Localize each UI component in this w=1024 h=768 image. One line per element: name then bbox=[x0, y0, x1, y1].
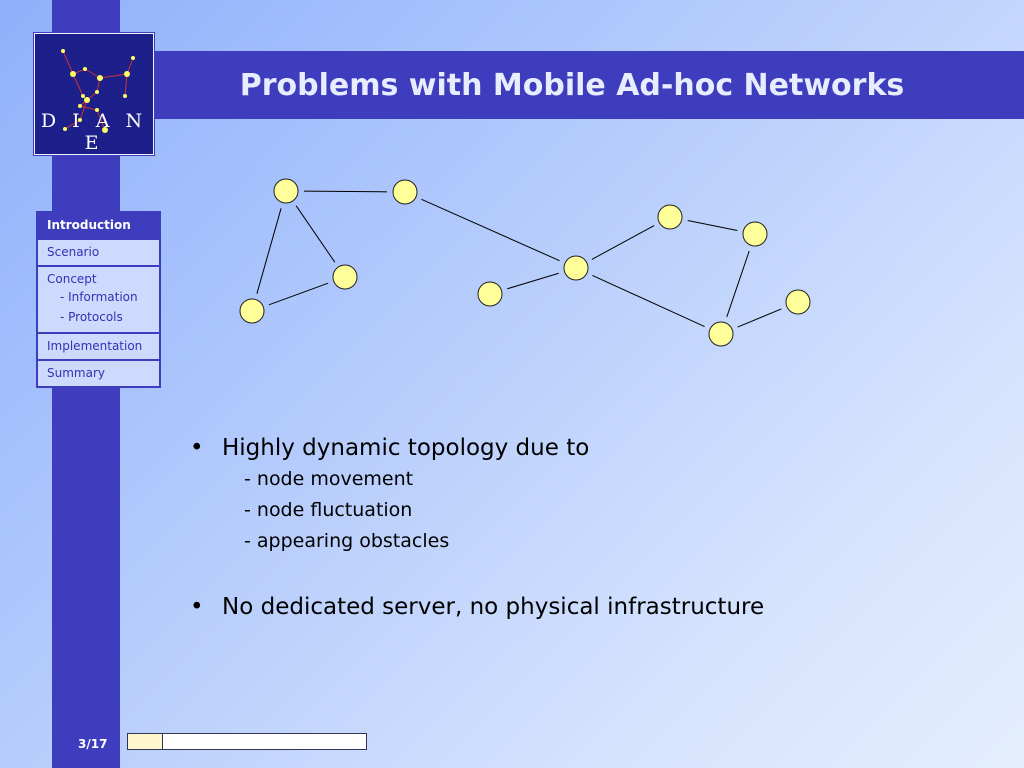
network-link bbox=[688, 221, 738, 231]
network-link bbox=[507, 273, 559, 289]
network-node bbox=[240, 299, 264, 323]
bullet-text: Highly dynamic topology due to bbox=[222, 435, 590, 461]
network-link bbox=[592, 226, 654, 260]
network-link bbox=[296, 206, 335, 262]
nav-subitem-information[interactable]: - Information bbox=[60, 290, 138, 304]
bullet-text: No dedicated server, no physical infrastructure bbox=[222, 594, 765, 620]
network-node bbox=[393, 180, 417, 204]
network-link bbox=[304, 191, 387, 192]
nav-item-label: Implementation bbox=[47, 339, 143, 353]
sub-bullet: - node movement bbox=[244, 468, 414, 490]
nav-item-label: Concept bbox=[47, 272, 97, 286]
network-node bbox=[478, 282, 502, 306]
logo-text: D I A N E bbox=[40, 110, 148, 154]
page-indicator: 3/17 bbox=[78, 737, 108, 751]
nav-item-label: Scenario bbox=[47, 245, 100, 259]
network-node bbox=[658, 205, 682, 229]
bullet-list bbox=[190, 432, 764, 623]
network-link bbox=[727, 251, 749, 317]
network-node bbox=[743, 222, 767, 246]
bullet-marker: • bbox=[190, 435, 204, 461]
network-link bbox=[592, 275, 704, 326]
slide-title: Problems with Mobile Ad-hoc Networks bbox=[239, 67, 905, 103]
network-node bbox=[274, 179, 298, 203]
network-link bbox=[269, 283, 328, 305]
sub-bullet: - appearing obstacles bbox=[244, 530, 450, 552]
network-link bbox=[738, 309, 782, 327]
bullet-marker: • bbox=[190, 594, 204, 620]
nav-item-label: Summary bbox=[47, 366, 105, 380]
sub-bullet: - node fluctuation bbox=[244, 499, 413, 521]
bullet-item bbox=[190, 432, 764, 464]
nav-item-label: Introduction bbox=[47, 218, 131, 232]
network-node bbox=[786, 290, 810, 314]
network-node bbox=[333, 265, 357, 289]
network-node bbox=[564, 256, 588, 280]
progress-bar[interactable] bbox=[127, 733, 367, 750]
network-node bbox=[709, 322, 733, 346]
network-link bbox=[421, 199, 559, 260]
bullet-item bbox=[190, 591, 764, 623]
network-link bbox=[257, 208, 281, 293]
nav-subitem-protocols[interactable]: - Protocols bbox=[60, 310, 123, 324]
progress-fill bbox=[128, 734, 163, 749]
